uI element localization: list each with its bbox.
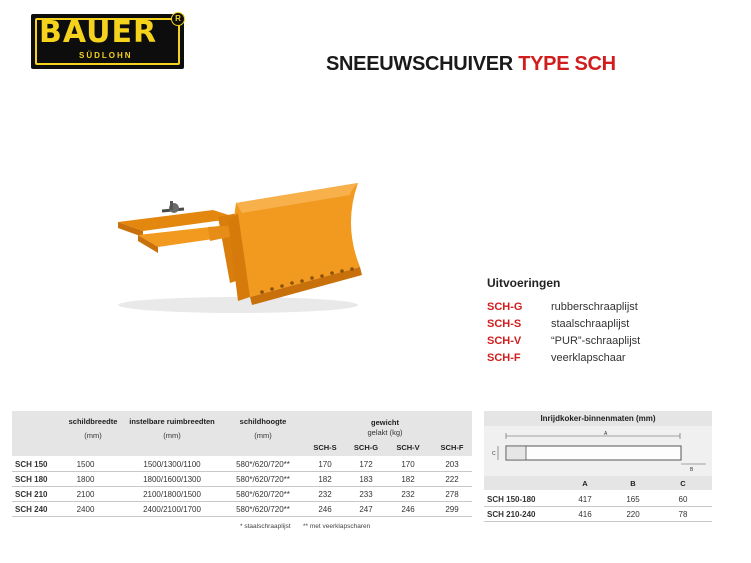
page-title bbox=[326, 53, 616, 76]
col-schildbreedte-unit: (mm) bbox=[84, 431, 102, 440]
col-sch-f: SCH-F bbox=[440, 443, 464, 452]
row-divider bbox=[484, 506, 712, 507]
variant-desc: veerklapschaar bbox=[551, 352, 626, 364]
side-row-c: 78 bbox=[678, 510, 688, 519]
col-ruimbreedten-unit: (mm) bbox=[163, 431, 181, 440]
row-w-v: 232 bbox=[401, 490, 415, 499]
footnote: ** met veerklapscharen bbox=[303, 523, 371, 530]
bauer-logo bbox=[31, 14, 184, 69]
variant-code: SCH-G bbox=[487, 301, 523, 313]
row-w-g: 183 bbox=[359, 475, 373, 484]
variant-desc: staalschraaplijst bbox=[551, 318, 630, 330]
row-breedte: 1500 bbox=[76, 460, 95, 469]
dim-b-label: B bbox=[690, 467, 694, 473]
row-w-g: 247 bbox=[359, 505, 373, 514]
col-sch-g: SCH-G bbox=[353, 443, 379, 452]
variant-item bbox=[487, 352, 626, 364]
row-w-s: 170 bbox=[318, 460, 332, 469]
row-w-v: 246 bbox=[401, 505, 415, 514]
side-row-c: 60 bbox=[678, 495, 688, 504]
variant-desc: “PUR”-schraaplijst bbox=[551, 335, 641, 347]
side-row-b: 165 bbox=[626, 495, 640, 504]
row-w-f: 278 bbox=[445, 490, 459, 499]
row-w-s: 246 bbox=[318, 505, 332, 514]
col-sch-v: SCH-V bbox=[396, 443, 420, 452]
footnote: * staalschraaplijst bbox=[240, 523, 291, 530]
row-breedte: 2100 bbox=[76, 490, 95, 499]
col-ruimbreedten: instelbare ruimbreedten bbox=[129, 417, 215, 426]
side-row-model: SCH 150-180 bbox=[487, 495, 536, 504]
row-ruim: 1500/1300/1100 bbox=[143, 460, 201, 469]
row-model: SCH 150 bbox=[15, 460, 48, 469]
side-row-a: 417 bbox=[578, 495, 592, 504]
variant-code: SCH-F bbox=[487, 352, 521, 364]
registered-mark-icon: R bbox=[171, 12, 185, 26]
variant-desc: rubberschraaplijst bbox=[551, 301, 638, 313]
side-col-b: B bbox=[630, 479, 636, 488]
row-model: SCH 180 bbox=[15, 475, 48, 484]
row-ruim: 1800/1600/1300 bbox=[143, 475, 201, 484]
col-sch-s: SCH-S bbox=[313, 443, 337, 452]
row-ruim: 2400/2100/1700 bbox=[143, 505, 201, 514]
col-gewicht: gewicht bbox=[371, 418, 399, 427]
row-w-g: 172 bbox=[359, 460, 373, 469]
row-hoogte: 580*/620/720** bbox=[236, 505, 290, 514]
side-col-c: C bbox=[680, 479, 686, 488]
row-model: SCH 210 bbox=[15, 490, 48, 499]
row-divider bbox=[484, 521, 712, 522]
row-hoogte: 580*/620/720** bbox=[236, 475, 290, 484]
title-product: SNEEUWSCHUIVER bbox=[326, 53, 513, 75]
row-w-v: 182 bbox=[401, 475, 415, 484]
row-breedte: 1800 bbox=[76, 475, 95, 484]
row-divider bbox=[12, 501, 472, 502]
logo-subtitle: SÜDLOHN bbox=[79, 51, 133, 60]
row-w-s: 232 bbox=[318, 490, 332, 499]
row-ruim: 2100/1800/1500 bbox=[143, 490, 201, 499]
variant-code: SCH-V bbox=[487, 335, 522, 347]
side-col-a: A bbox=[582, 479, 588, 488]
variant-item bbox=[487, 318, 629, 330]
row-hoogte: 580*/620/720** bbox=[236, 460, 290, 469]
side-row-b: 220 bbox=[626, 510, 640, 519]
dim-a-label: A bbox=[604, 431, 608, 437]
variants-heading: Uitvoeringen bbox=[487, 276, 561, 290]
variant-item bbox=[487, 335, 640, 347]
row-w-s: 182 bbox=[318, 475, 332, 484]
row-divider bbox=[12, 486, 472, 487]
dim-c-label: C bbox=[492, 451, 496, 457]
col-schildhoogte-unit: (mm) bbox=[254, 431, 272, 440]
row-divider bbox=[12, 516, 472, 517]
variant-item bbox=[487, 301, 638, 313]
side-row-model: SCH 210-240 bbox=[487, 510, 536, 519]
col-gewicht-sub: gelakt (kg) bbox=[367, 428, 403, 437]
col-schildbreedte: schildbreedte bbox=[68, 417, 118, 426]
side-table-title: Inrijdkoker-binnenmaten (mm) bbox=[540, 414, 656, 423]
col-schildhoogte: schildhoogte bbox=[239, 417, 287, 426]
row-w-f: 203 bbox=[445, 460, 459, 469]
row-w-f: 222 bbox=[445, 475, 459, 484]
row-w-v: 170 bbox=[401, 460, 415, 469]
row-divider bbox=[12, 471, 472, 472]
row-hoogte: 580*/620/720** bbox=[236, 490, 290, 499]
title-type: TYPE SCH bbox=[518, 53, 616, 75]
row-w-g: 233 bbox=[359, 490, 373, 499]
row-w-f: 299 bbox=[445, 505, 459, 514]
row-breedte: 2400 bbox=[76, 505, 95, 514]
fork-pocket-diagram-icon bbox=[484, 426, 712, 476]
snow-plough-image bbox=[88, 155, 378, 320]
side-row-a: 416 bbox=[578, 510, 592, 519]
row-model: SCH 240 bbox=[15, 505, 48, 514]
variant-code: SCH-S bbox=[487, 318, 522, 330]
logo-word: BAUER bbox=[39, 15, 158, 50]
